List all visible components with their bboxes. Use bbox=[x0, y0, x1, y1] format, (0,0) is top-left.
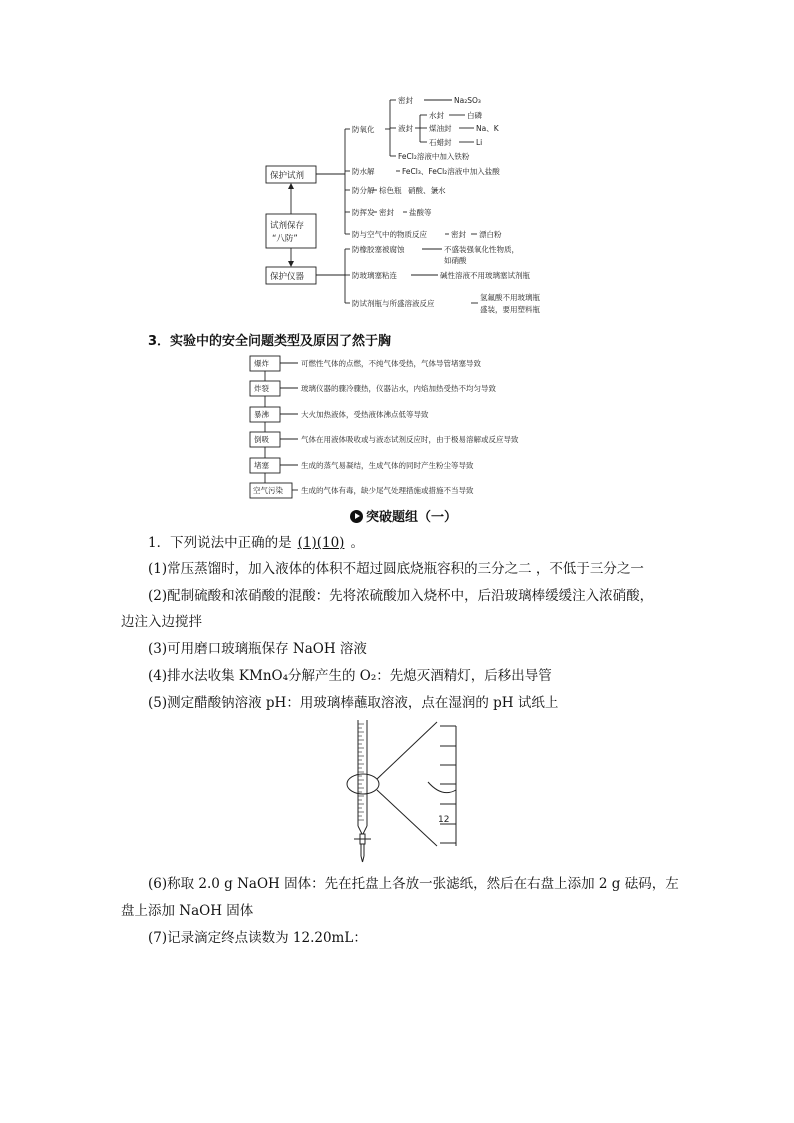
liquid-seal-label: 液封 bbox=[398, 124, 413, 133]
item-5: (5)测定醋酸钠溶液 pH：用玻璃棒蘸取溶液，点在湿润的 pH 试纸上 bbox=[148, 695, 559, 711]
safety-text-pollution: 生成的气体有毒，缺少尾气处理措施或措施不当导致 bbox=[301, 486, 474, 495]
play-icon bbox=[350, 510, 363, 523]
item-7: (7)记录滴定终点读数为 12.20mL： bbox=[148, 930, 367, 946]
kerosene-seal-label: 煤油封 bbox=[429, 124, 452, 133]
question-1-answer: (1)(10) bbox=[297, 535, 345, 551]
glass-item: 碱性溶液不用玻璃塞试剂瓶 bbox=[440, 271, 530, 280]
decompose-item2: 硝酸、氯水 bbox=[408, 186, 446, 195]
item-2-line2: 边注入边搅拌 bbox=[121, 614, 202, 630]
question-1 bbox=[148, 533, 364, 553]
section-heading-3: 3．实验中的安全问题类型及原因了然于胸 bbox=[148, 334, 392, 349]
safety-label-pollution: 空气污染 bbox=[253, 486, 283, 495]
safety-text-crack: 玻璃仪器的骤冷骤热，仪器沾水，内焰加热受热不均匀导致 bbox=[301, 384, 496, 393]
glass-stopper-label: 防玻璃塞粘连 bbox=[352, 271, 397, 280]
center-box-line2: “八防” bbox=[272, 234, 298, 244]
item-4: (4)排水法收集 KMnO₄分解产生的 O₂：先熄灭酒精灯，后移出导管 bbox=[148, 668, 552, 684]
hydrolysis-item: FeCl₃、FeCl₂溶液中加入盐酸 bbox=[402, 167, 500, 176]
item-3: (3)可用磨口玻璃瓶保存 NaOH 溶液 bbox=[148, 641, 367, 657]
air-reaction-label: 防与空气中的物质反应 bbox=[352, 230, 427, 239]
paraffin-seal-label: 石蜡封 bbox=[429, 138, 452, 147]
safety-label-bumping: 暴沸 bbox=[254, 410, 269, 419]
air-item: 密封 bbox=[451, 230, 466, 239]
item-2-line1: (2)配制硫酸和浓硝酸的混酸：先将浓硫酸加入烧杯中，后沿玻璃棒缓缓注入浓硝酸， bbox=[148, 588, 654, 604]
volatile-label: 防挥发 bbox=[352, 208, 375, 217]
fecl2-text: FeCl₂溶液中加入铁粉 bbox=[398, 152, 470, 161]
kerosene-item: Na、K bbox=[476, 124, 499, 133]
sealed-label: 密封 bbox=[398, 96, 413, 105]
item-6-line1: (6)称取 2.0 g NaOH 固体：先在托盘上各放一张滤纸，然后在右盘上添加 2 g 砝码，左 bbox=[148, 876, 679, 892]
rubber-label: 防橡胶塞被腐蚀 bbox=[352, 245, 405, 254]
rubber-item-line2: 如硝酸 bbox=[444, 256, 467, 265]
burette-scale-label: 12 bbox=[438, 815, 450, 825]
bottle-item-line2: 盛装，要用塑料瓶 bbox=[480, 305, 540, 314]
bottle-item-line1: 氢氟酸不用玻璃瓶 bbox=[480, 293, 540, 302]
decompose-item: 棕色瓶 bbox=[379, 186, 402, 195]
air-item2: 漂白粉 bbox=[479, 230, 502, 239]
safety-label-explosion: 爆炸 bbox=[254, 359, 269, 368]
safety-text-bumping: 大火加热液体，受热液体沸点低等导致 bbox=[301, 410, 429, 419]
water-seal-item: 白磷 bbox=[467, 111, 482, 120]
section-title bbox=[350, 506, 457, 525]
protect-instrument-box: 保护仪器 bbox=[270, 272, 305, 282]
safety-diagram bbox=[245, 352, 585, 502]
center-box-line1: 试剂保存 bbox=[270, 221, 305, 231]
oxidation-label: 防氧化 bbox=[352, 125, 375, 134]
burette-figure bbox=[340, 718, 490, 866]
rubber-item-line1: 不盛装强氧化性物质， bbox=[444, 245, 519, 254]
question-1-prefix: 1．下列说法中正确的是 bbox=[148, 535, 292, 551]
safety-label-suckback: 倒吸 bbox=[254, 435, 269, 444]
question-1-suffix: 。 bbox=[350, 535, 364, 551]
safety-text-blockage: 生成的蒸气易凝结，生成气体的同时产生粉尘等导致 bbox=[301, 461, 474, 470]
safety-label-crack: 炸裂 bbox=[254, 384, 269, 393]
decompose-label: 防分解 bbox=[352, 186, 375, 195]
water-seal-label: 水封 bbox=[429, 111, 444, 120]
safety-label-blockage: 堵塞 bbox=[254, 461, 269, 470]
safety-text-explosion: 可燃性气体的点燃，不纯气体受热，气体导管堵塞导致 bbox=[301, 359, 481, 368]
hydrolysis-label: 防水解 bbox=[352, 167, 375, 176]
safety-text-suckback: 气体在用液体吸收或与液态试剂反应时，由于极易溶解或反应导致 bbox=[301, 435, 519, 444]
protect-reagent-box: 保护试剂 bbox=[270, 171, 305, 181]
volatile-item: 密封 bbox=[379, 208, 394, 217]
storage-diagram bbox=[250, 92, 580, 320]
bottle-react-label: 防试剂瓶与所盛溶液反应 bbox=[352, 299, 435, 308]
item-6-line2: 盘上添加 NaOH 固体 bbox=[121, 903, 254, 919]
sealed-item: Na₂SO₃ bbox=[454, 96, 481, 105]
section-title-text: 突破题组（一） bbox=[366, 510, 458, 525]
item-1: (1)常压蒸馏时，加入液体的体积不超过圆底烧瓶容积的三分之二 ，不低于三分之一 bbox=[148, 561, 644, 577]
volatile-item2: 盐酸等 bbox=[409, 208, 432, 217]
paraffin-item: Li bbox=[476, 138, 483, 147]
